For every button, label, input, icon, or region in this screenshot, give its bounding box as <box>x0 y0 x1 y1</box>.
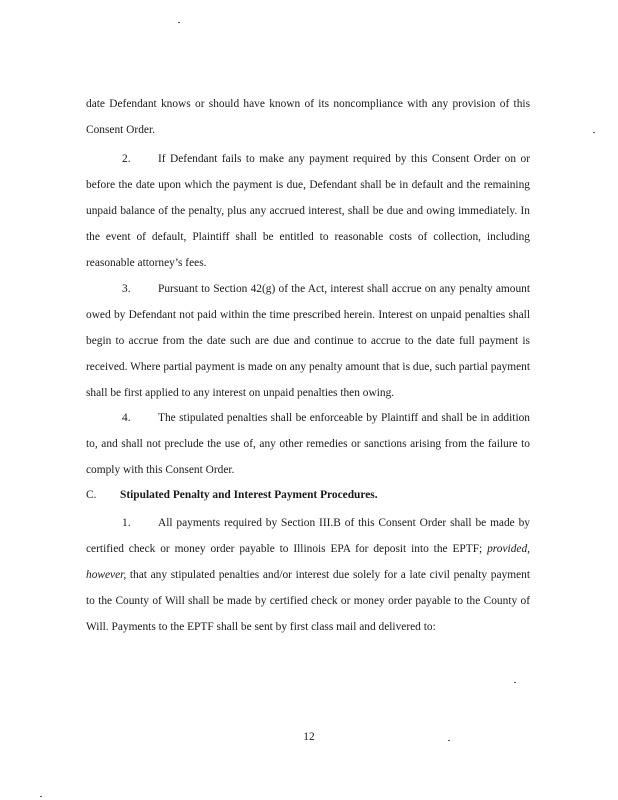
paragraph-italic-text: provided, however, <box>86 543 530 581</box>
paragraph-4 <box>86 405 530 483</box>
continuation-paragraph <box>86 91 530 143</box>
paragraph-number: 4. <box>122 412 131 424</box>
paragraph-text-before: All payments required by Section III.B of this Consent Order shall be made by certified check or money order payable to Illinois EPA for deposit into the EPTF; <box>86 517 530 555</box>
continuation-text: date Defendant knows or should have known of its noncompliance with any provision of this Consent Order. <box>86 98 530 136</box>
page-number: 12 <box>303 731 315 743</box>
paragraph-number: 2. <box>122 153 131 165</box>
scan-speck <box>40 796 42 797</box>
section-heading <box>86 485 378 505</box>
paragraph-text-after: that any stipulated penalties and/or interest due solely for a late civil penalty payment to the County of Will shall be made by certified check or money order payable to the County of Will. Payments to the EPTF shall be sent by first class mail and delivered to: <box>86 569 530 633</box>
scan-speck <box>593 132 595 133</box>
paragraph-text: The stipulated penalties shall be enforceable by Plaintiff and shall be in addition to, and shall not preclude the use of, any other remedies or sanctions arising from the failure to comply with this Consent Order. <box>86 412 530 476</box>
paragraph-2 <box>86 146 530 276</box>
paragraph-c1 <box>86 510 530 640</box>
section-letter: C. <box>86 489 97 501</box>
scan-speck <box>178 22 180 23</box>
paragraph-text: If Defendant fails to make any payment required by this Consent Order on or before the date upon which the payment is due, Defendant shall be in default and the remaining unpaid balance of the penalty, plus any accrued interest, shall be due and owing immediately. In the event of default, Plaintiff shall be entitled to reasonable costs of collection, including reasonable attorney’s fees. <box>86 153 530 269</box>
section-title: Stipulated Penalty and Interest Payment Procedures. <box>120 489 378 501</box>
scan-speck <box>514 682 516 683</box>
paragraph-3 <box>86 276 530 406</box>
paragraph-number: 3. <box>122 283 131 295</box>
paragraph-number: 1. <box>122 517 131 529</box>
paragraph-text: Pursuant to Section 42(g) of the Act, interest shall accrue on any penalty amount owed by Defendant not paid within the time prescribed herein. Interest on unpaid penalties shall begin to accrue from the date such are due and continue to accrue to the date full payment is received. Where partial payment is made on any penalty amount that is due, such partial payment shall be first applied to any interest on unpaid penalties then owing. <box>86 283 530 399</box>
